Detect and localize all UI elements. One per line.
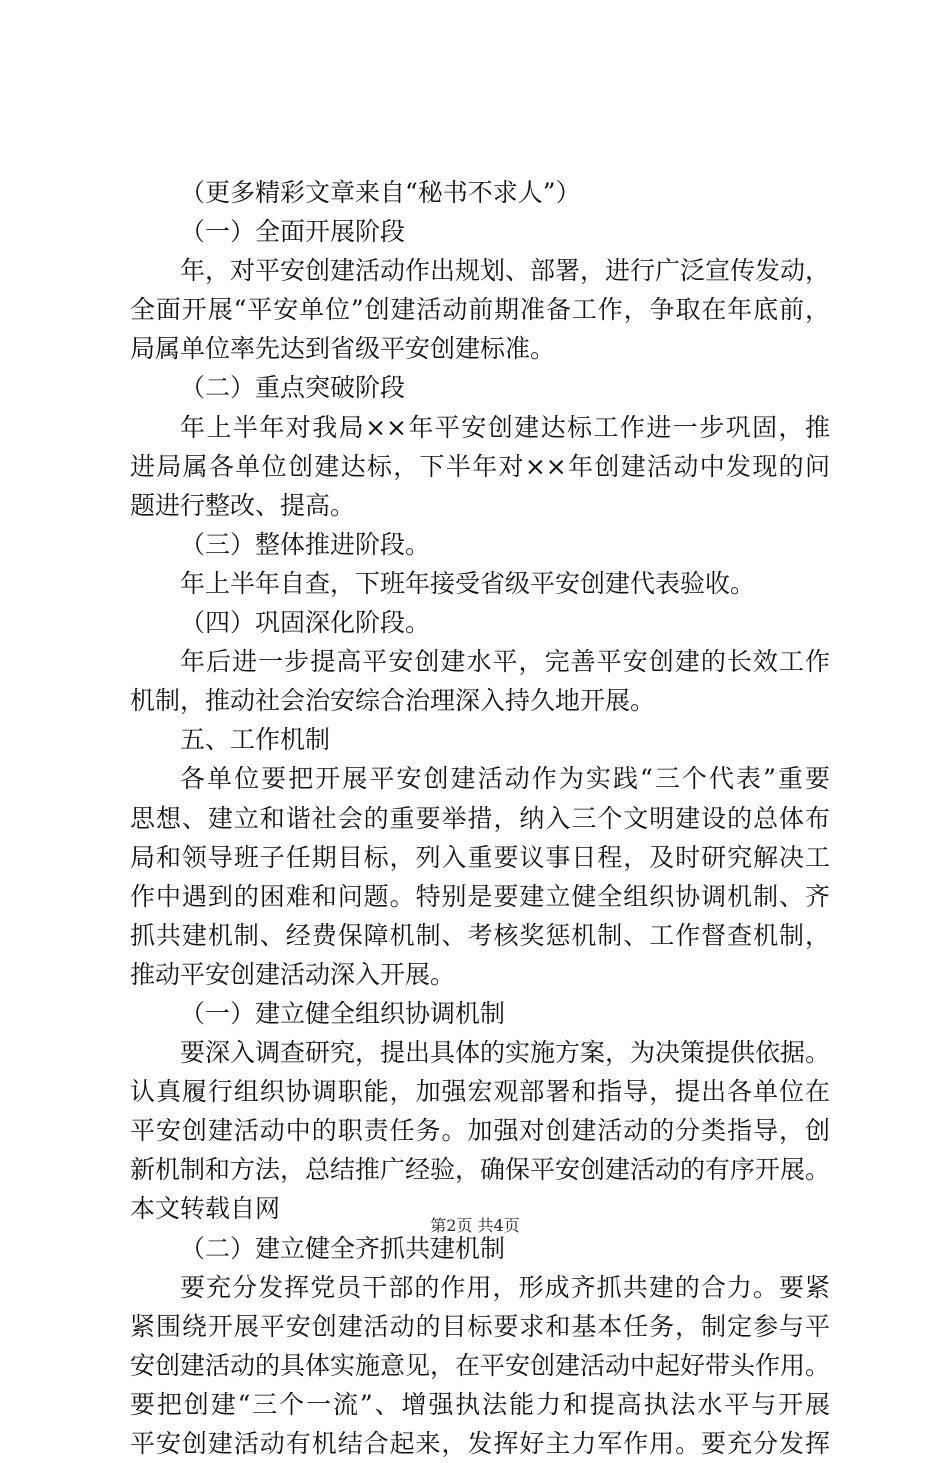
body-text-line: 平安创建活动中的职责任务。加强对创建活动的分类指导，创 [130, 1116, 830, 1146]
section-heading: （四）巩固深化阶段。 [180, 608, 431, 638]
body-text-line: 平安创建活动有机结合起来，发挥好主力军作用。要充分发挥 [130, 1429, 830, 1458]
page-footer: 第2页 共4页 [430, 1216, 520, 1235]
body-text-line: 局和领导班子任期目标，列入重要议事日程，及时研究解决工 [130, 842, 830, 872]
body-text-line: 要把创建“三个一流”、增强执法能力和提高执法水平与开展 [130, 1389, 830, 1419]
body-text-line: 要充分发挥党员干部的作用，形成齐抓共建的合力。要紧 [180, 1272, 830, 1302]
body-text-line: 年上半年对我局××年平安创建达标工作进一步巩固，推 [180, 412, 830, 442]
body-text-line: 机制，推动社会治安综合治理深入持久地开展。 [130, 686, 656, 716]
body-text-line: 抓共建机制、经费保障机制、考核奖惩机制、工作督查机制， [130, 920, 830, 950]
body-text-line: 思想、建立和谐社会的重要举措，纳入三个文明建设的总体布 [130, 803, 830, 833]
body-text-line: 新机制和方法，总结推广经验，确保平安创建活动的有序开展。 [130, 1155, 831, 1185]
body-text-line: 紧围绕开展平安创建活动的目标要求和基本任务，制定参与平 [130, 1311, 830, 1341]
body-text-line: 认真履行组织协调职能，加强宏观部署和指导，提出各单位在 [130, 1077, 830, 1107]
body-text-line: 题进行整改、提高。 [130, 490, 356, 520]
body-text-line: 年上半年自查，下班年接受省级平安创建代表验收。 [180, 568, 756, 598]
section-heading: （二）重点突破阶段 [180, 373, 406, 403]
section-heading: （三）整体推进阶段。 [180, 529, 431, 559]
section-heading: （更多精彩文章来自“秘书不求人”） [180, 178, 581, 207]
body-text-line: 安创建活动的具体实施意见，在平安创建活动中起好带头作用。 [130, 1350, 831, 1380]
body-text-line: 要深入调查研究，提出具体的实施方案，为决策提供依据。 [180, 1038, 831, 1068]
body-text-line: 全面开展“平安单位”创建活动前期准备工作，争取在年底前， [130, 295, 830, 325]
body-text-line: 各单位要把开展平安创建活动作为实践“三个代表”重要 [180, 764, 830, 794]
section-heading: （一）建立健全组织协调机制 [180, 998, 506, 1028]
body-text-line: 进局属各单位创建达标，下半年对××年创建活动中发现的问 [130, 451, 830, 481]
section-heading: （二）建立健全齐抓共建机制 [180, 1233, 506, 1263]
section-heading: （一）全面开展阶段 [180, 217, 406, 247]
section-heading: 五、工作机制 [180, 725, 331, 755]
body-text-line: 局属单位率先达到省级平安创建标准。 [130, 334, 556, 364]
body-text-line: 推动平安创建活动深入开展。 [130, 959, 456, 989]
body-text-line: 作中遇到的困难和问题。特别是要建立健全组织协调机制、齐 [130, 881, 830, 911]
document-body [130, 173, 830, 1463]
body-text-line: 本文转载自网 [130, 1194, 281, 1224]
body-text-line: 年后进一步提高平安创建水平，完善平安创建的长效工作 [180, 647, 830, 677]
body-text-line: 年，对平安创建活动作出规划、部署，进行广泛宣传发动， [180, 256, 831, 286]
